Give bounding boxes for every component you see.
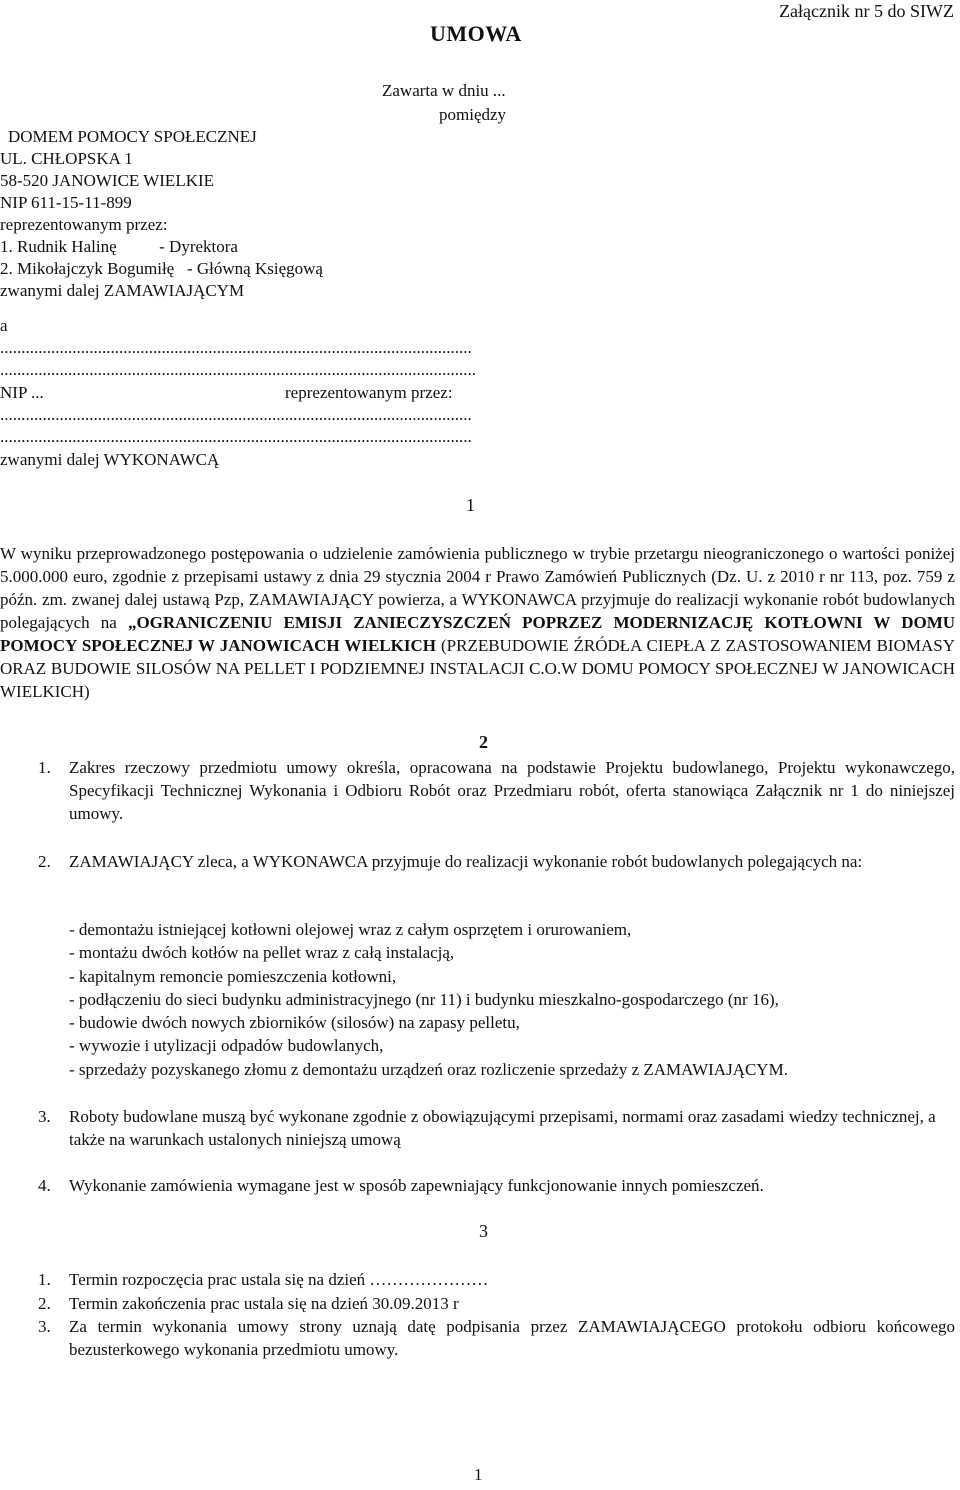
contractor-rep-dots-1: ............................................................................................................... <box>0 405 472 424</box>
list-item: - kapitalnym remoncie pomieszczenia kotłowni, <box>69 966 397 986</box>
contractor-name-dots: ............................................................................................................... <box>0 338 472 357</box>
section-2-heading: 2 <box>479 732 488 752</box>
section-1-heading <box>466 494 475 517</box>
s3-item-3-text: Za termin wykonania umowy strony uznają datę podpisania przez ZAMAWIAJĄCEGO protokołu odbioru końcowego bezusterkowego wykonania przedmiotu umowy. <box>69 1317 955 1359</box>
section-1-title-bold: „OGRANICZENIU EMISJI ZANIECZYSZCZEŃ POPRZEZ MODERNIZACJĘ KOTŁOWNI W DOMU POMOCY SPOŁECZNEJ W JANOWICACH WIELKICH <box>0 613 956 655</box>
section-3-heading: 3 <box>479 1221 488 1241</box>
s2-item-3-number: 3. <box>38 1107 51 1126</box>
s2-item-3-text: Roboty budowlane muszą być wykonane zgodnie z obowiązującymi przepisami, normami oraz zasadami wiedzy technicznej, a także na warunkach ustalonych niniejszą umową <box>69 1107 936 1149</box>
authority-representative-2: 2. Mikołajczyk Bogumiłę - Główną Księgową <box>0 259 323 278</box>
conjunction-a: a <box>0 316 8 335</box>
section-1-subtitle: (PRZEBUDOWIE ŹRÓDŁA CIEPŁA Z ZASTOSOWANIEM BIOMASY ORAZ BUDOWIE SILOSÓW NA PELLET I PODZIEMNEJ INSTALACJI C.O.W DOMU POMOCY SPOŁECZNEJ W JANOWICACH WIELKICH) <box>0 636 955 701</box>
contractor-called: zwanymi dalej WYKONAWCĄ <box>0 450 220 469</box>
s2-item-1-number: 1. <box>38 758 51 777</box>
s2-item-4-number: 4. <box>38 1176 51 1195</box>
s3-item-3-number: 3. <box>38 1317 51 1336</box>
list-item: - podłączeniu do sieci budynku administracyjnego (nr 11) i budynku mieszkalno-gospodarczego (nr 16), <box>69 989 779 1009</box>
contractor-address-dots: ................................................................................................................ <box>0 360 476 379</box>
authority-nip: NIP 611-15-11-899 <box>0 193 132 212</box>
contractor-represented: reprezentowanym przez: <box>285 383 453 402</box>
s3-item-2-text: Termin zakończenia prac ustala się na dzień 30.09.2013 r <box>69 1294 459 1313</box>
list-item: - budowie dwóch nowych zbiorników (silosów) na zapasy pelletu, <box>69 1013 520 1033</box>
s2-item-4-text: Wykonanie zamówienia wymagane jest w sposób zapewniający funkcjonowanie innych pomieszczeń. <box>69 1176 764 1195</box>
concluded-date: Zawarta w dniu ... <box>382 81 506 100</box>
authority-represented: reprezentowanym przez: <box>0 215 168 234</box>
contracting-authority-block <box>0 125 323 301</box>
contractor-nip: NIP ... <box>0 383 44 402</box>
s3-item-1-number: 1. <box>38 1270 51 1289</box>
authority-representative-1: 1. Rudnik Halinę - Dyrektora <box>0 237 238 256</box>
s3-item-2-number: 2. <box>38 1294 51 1313</box>
between-label: pomiędzy <box>439 105 507 124</box>
annex-label: Załącznik nr 5 do SIWZ <box>779 1 954 21</box>
s2-work-list <box>69 918 788 1081</box>
section-1-intro: W wyniku przeprowadzonego postępowania o udzielenie zamówienia publicznego w trybie przetargu nieograniczonego o wartości poniżej 5.000.000 euro, zgodnie z przepisami ustawy z dnia 29 stycznia 2004 r Prawo Zamówień Publicznych (Dz. U. z 2010 r nr 113, poz. 759 z późn. zm. zwanej dalej ustawą Pzp, ZAMAWIAJĄCY powierza, a WYKONAWCA przyjmuje do realizacji wykonanie robót budowlanych polegających na <box>0 544 955 632</box>
section-1-number: 1 <box>466 495 475 515</box>
s2-item-2-text: ZAMAWIAJĄCY zleca, a WYKONAWCA przyjmuje do realizacji wykonanie robót budowlanych polegających na: <box>69 852 863 871</box>
page-number: 1 <box>474 1465 483 1484</box>
authority-city: 58-520 JANOWICE WIELKIE <box>0 171 215 190</box>
list-item: - montażu dwóch kotłów na pellet wraz z całą instalacją, <box>69 943 455 963</box>
authority-street: UL. CHŁOPSKA 1 <box>0 149 133 168</box>
s2-item-1-text: Zakres rzeczowy przedmiotu umowy określa, opracowana na podstawie Projektu budowlanego, Projektu wykonawczego, Specyfikacji Technicznej Wykonania i Odbioru Robót oraz Przedmiaru robót, oferta stanowiąca Załącznik nr 1 do niniejszej umowy. <box>69 758 955 823</box>
s2-item-2-number: 2. <box>38 852 51 871</box>
section-1-text <box>0 542 955 703</box>
authority-name: DOMEM POMOCY SPOŁECZNEJ <box>8 127 257 146</box>
document-title: UMOWA <box>430 21 522 46</box>
s3-item-1-text: Termin rozpoczęcia prac ustala się na dzień ………………… <box>69 1270 489 1289</box>
authority-called: zwanymi dalej ZAMAWIAJĄCYM <box>0 281 245 300</box>
list-item: - demontażu istniejącej kotłowni olejowej wraz z całym osprzętem i orurowaniem, <box>69 920 632 939</box>
list-item: - wywozie i utylizacji odpadów budowlanych, <box>69 1036 384 1056</box>
list-item: - sprzedaży pozyskanego złomu z demontażu urządzeń oraz rozliczenie sprzedaży z ZAMAWIAJĄCYM. <box>69 1059 788 1079</box>
contractor-rep-dots-2: ............................................................................................................... <box>0 427 472 446</box>
